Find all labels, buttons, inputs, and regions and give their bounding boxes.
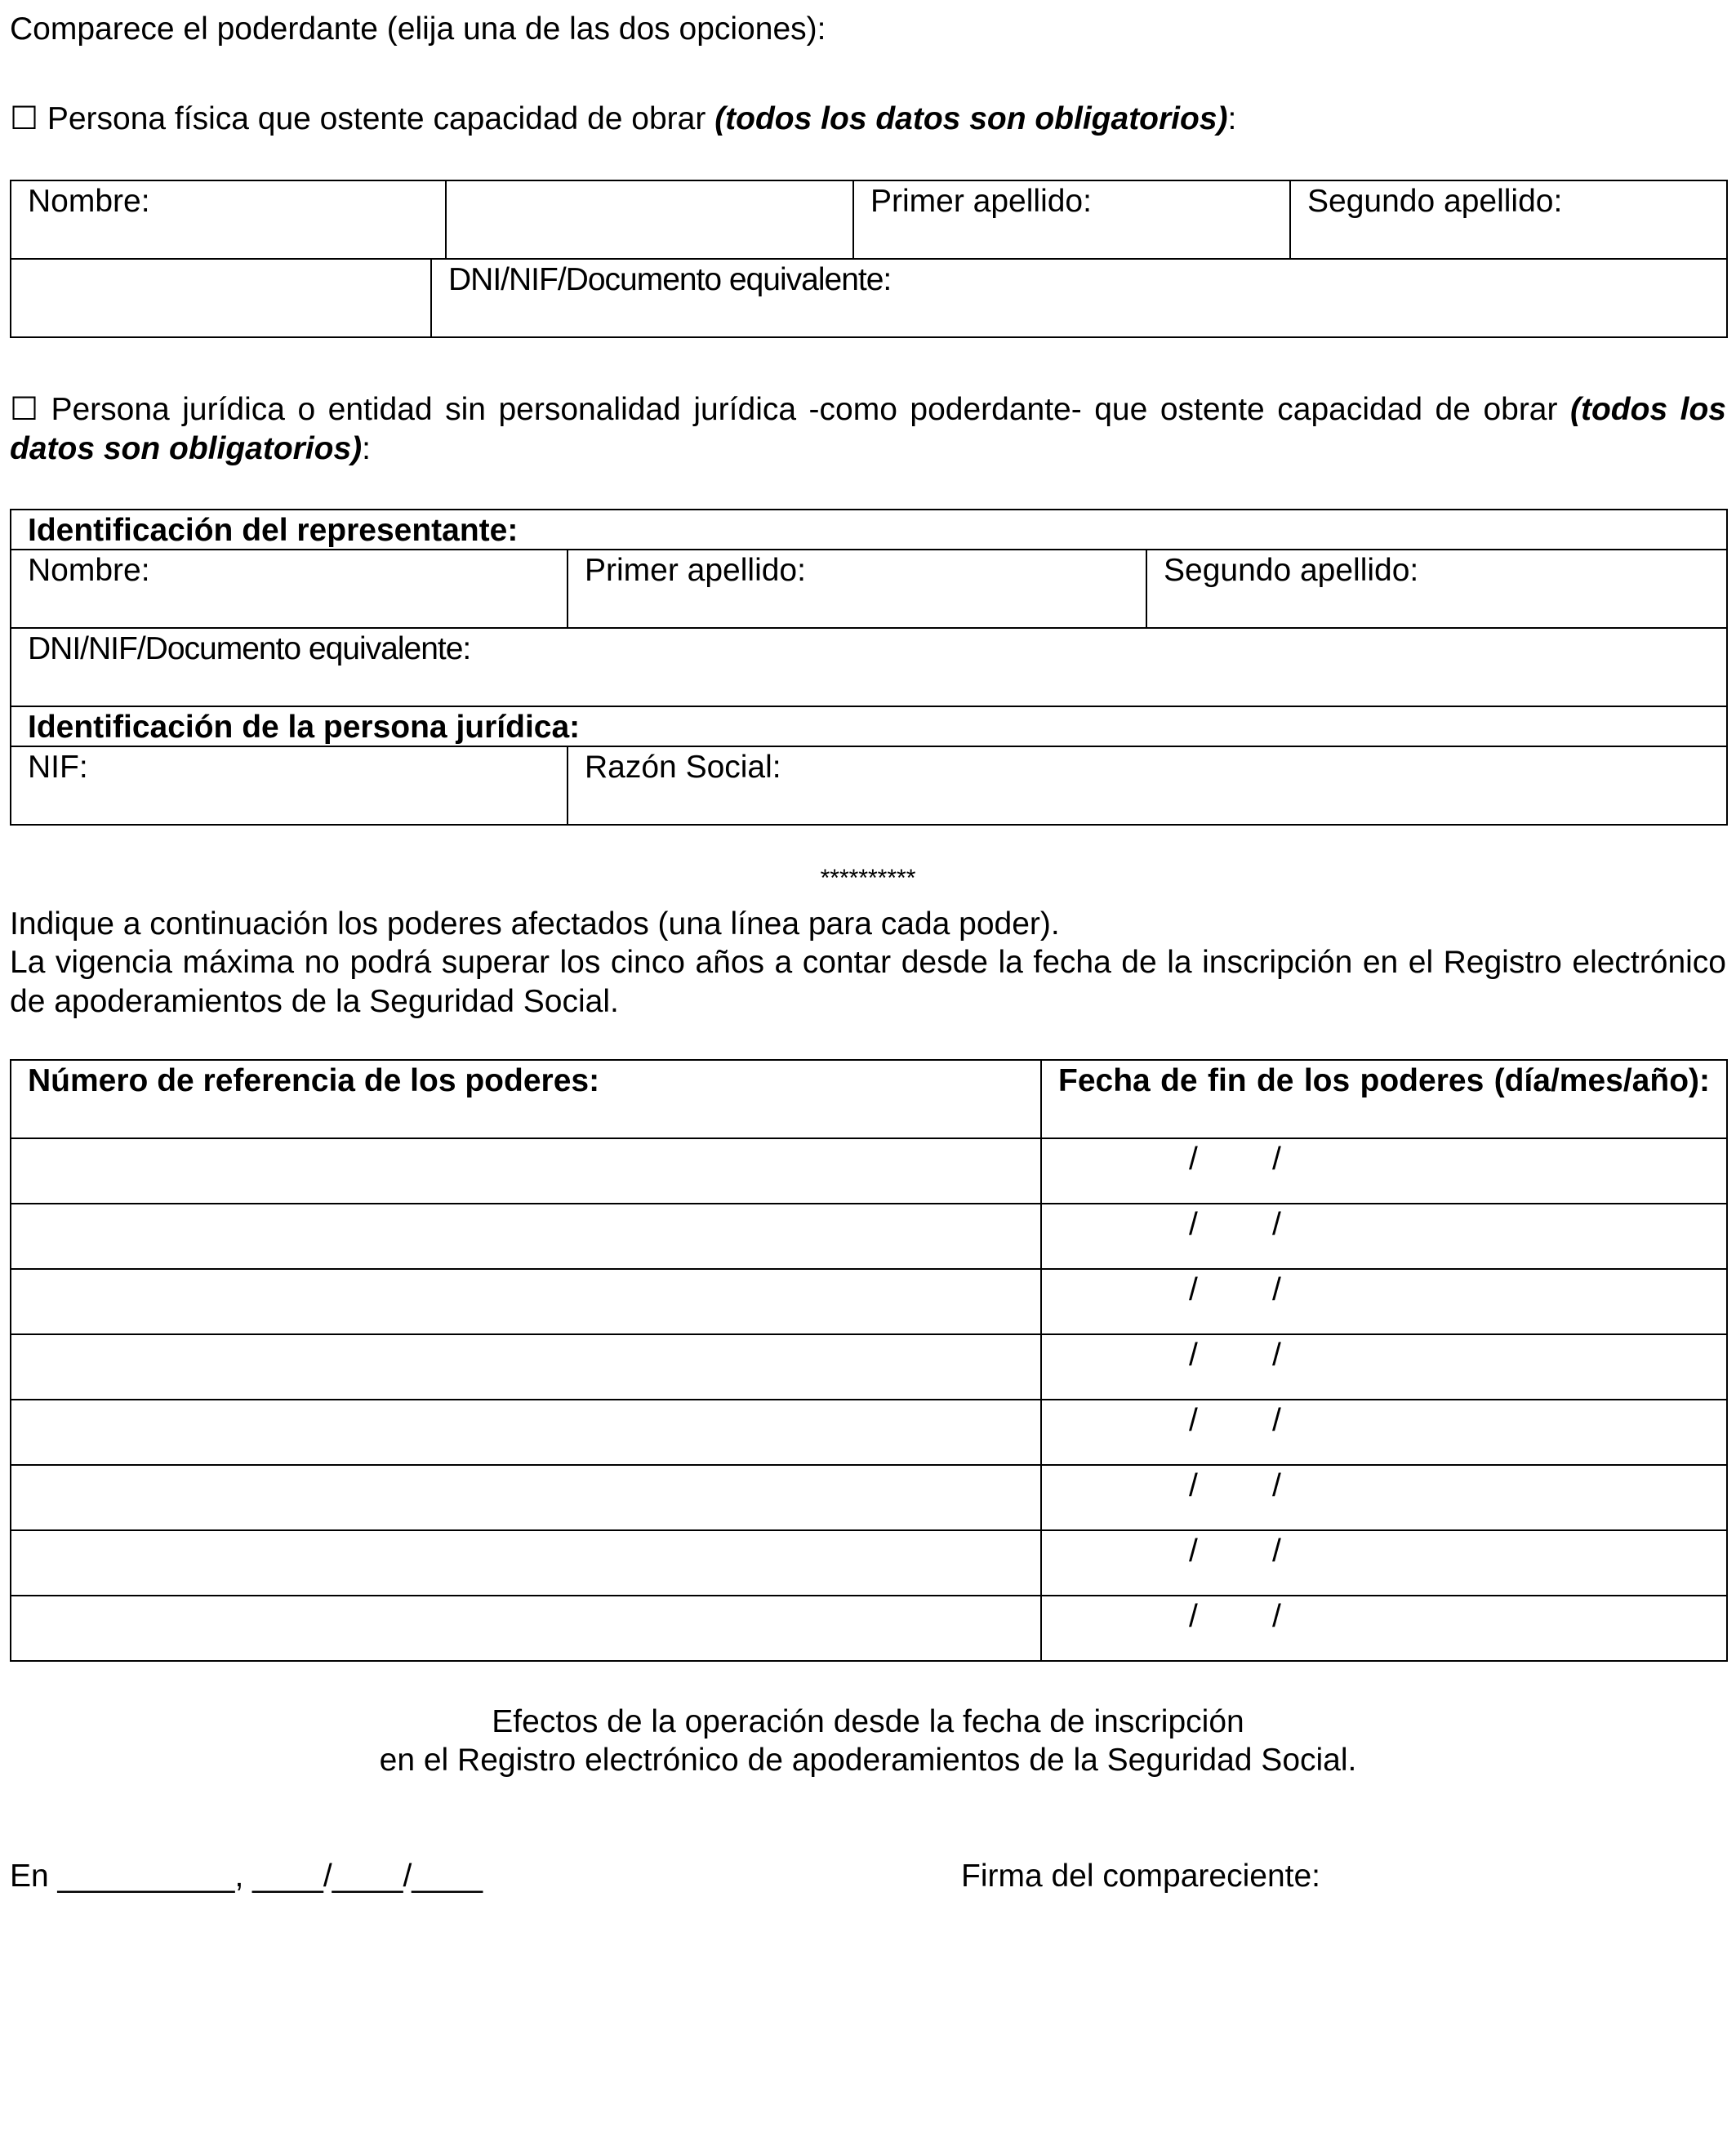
label-rep-segundo-apellido[interactable]: Segundo apellido: — [1146, 550, 1727, 628]
label-rep-nombre[interactable]: Nombre: — [11, 550, 568, 628]
label-primer-apellido[interactable]: Primer apellido: — [853, 180, 1290, 259]
date-separator: / — [1189, 1338, 1198, 1373]
date-cell[interactable] — [1041, 1400, 1727, 1465]
date-cell[interactable] — [1041, 1204, 1727, 1269]
label-segundo-apellido[interactable]: Segundo apellido: — [1290, 180, 1727, 259]
label-dni[interactable]: DNI/NIF/Documento equivalente: — [431, 259, 1727, 337]
date-cell[interactable] — [1041, 1530, 1727, 1596]
date-separator: / — [1272, 1468, 1281, 1503]
firma-label: Firma del compareciente: — [961, 1859, 1321, 1894]
rep-header: Identificación del representante: — [11, 510, 1727, 550]
option-fisica-emphasis: (todos los datos son obligatorios) — [714, 101, 1228, 136]
ref-cell[interactable] — [11, 1138, 1041, 1204]
place-date-line[interactable]: En __________, ____/____/____ — [10, 1859, 483, 1894]
date-separator: / — [1272, 1403, 1281, 1438]
efectos-line2: en el Registro electrónico de apoderamientos de la Seguridad Social. — [379, 1743, 1357, 1778]
date-separator: / — [1272, 1272, 1281, 1307]
option-persona-fisica[interactable] — [10, 100, 1236, 139]
date-cell[interactable] — [1041, 1596, 1727, 1661]
table-poderes — [10, 1059, 1728, 1662]
instructions-line2: La vigencia máxima no podrá superar los cinco años a contar desde la fecha de la inscripción en el Registro electrónico de apoderamientos de la Seguridad Social. — [10, 945, 1726, 1019]
pj-header: Identificación de la persona jurídica: — [11, 706, 1727, 746]
ref-cell[interactable] — [11, 1269, 1041, 1334]
date-separator: / — [1272, 1534, 1281, 1569]
date-separator: / — [1272, 1599, 1281, 1634]
option-juridica-label: Persona jurídica o entidad sin personalidad jurídica -como poderdante- que ostente capacidad de obrar — [51, 392, 1570, 427]
date-cell[interactable] — [1041, 1465, 1727, 1530]
date-cell[interactable] — [1041, 1269, 1727, 1334]
option-persona-juridica[interactable] — [10, 390, 1726, 469]
option-fisica-suffix: : — [1227, 101, 1237, 136]
label-nombre: Nombre: — [11, 180, 446, 259]
instructions-line1: Indique a continuación los poderes afectados (una línea para cada poder). — [10, 906, 1060, 942]
ref-cell[interactable] — [11, 1465, 1041, 1530]
ref-cell[interactable] — [11, 1400, 1041, 1465]
intro-text: Comparece el poderdante (elija una de las dos opciones): — [10, 11, 826, 47]
table-persona-fisica — [10, 180, 1728, 338]
checkbox-icon[interactable]: ☐ — [10, 392, 38, 427]
ref-cell[interactable] — [11, 1596, 1041, 1661]
ref-cell[interactable] — [11, 1334, 1041, 1400]
date-separator: / — [1272, 1207, 1281, 1242]
date-separator: / — [1189, 1468, 1198, 1503]
date-cell[interactable] — [1041, 1138, 1727, 1204]
ref-cell[interactable] — [11, 1530, 1041, 1596]
label-rep-dni[interactable]: DNI/NIF/Documento equivalente: — [11, 628, 1727, 706]
date-separator: / — [1272, 1338, 1281, 1373]
separator: ********** — [820, 865, 916, 892]
field-nombre[interactable] — [446, 180, 853, 259]
checkbox-icon[interactable]: ☐ — [10, 101, 38, 136]
label-rep-primer-apellido[interactable]: Primer apellido: — [568, 550, 1146, 628]
date-separator: / — [1189, 1272, 1198, 1307]
date-separator: / — [1189, 1142, 1198, 1177]
date-separator: / — [1189, 1207, 1198, 1242]
table-persona-juridica — [10, 509, 1728, 826]
date-separator: / — [1189, 1599, 1198, 1634]
option-fisica-label: Persona física que ostente capacidad de obrar — [47, 101, 715, 136]
col-ref-header: Número de referencia de los poderes: — [11, 1060, 1041, 1138]
option-juridica-suffix: : — [362, 431, 372, 466]
label-nif[interactable]: NIF: — [11, 746, 568, 825]
date-cell[interactable] — [1041, 1334, 1727, 1400]
field-blank[interactable] — [11, 259, 431, 337]
ref-cell[interactable] — [11, 1204, 1041, 1269]
date-separator: / — [1189, 1403, 1198, 1438]
option-juridica-emphasis: (todos los datos son obligatorios) — [10, 392, 1726, 466]
date-separator: / — [1272, 1142, 1281, 1177]
col-fecha-header: Fecha de fin de los poderes (día/mes/año): — [1041, 1060, 1727, 1138]
label-razon-social[interactable]: Razón Social: — [568, 746, 1727, 825]
date-separator: / — [1189, 1534, 1198, 1569]
efectos-line1: Efectos de la operación desde la fecha de inscripción — [492, 1704, 1244, 1739]
